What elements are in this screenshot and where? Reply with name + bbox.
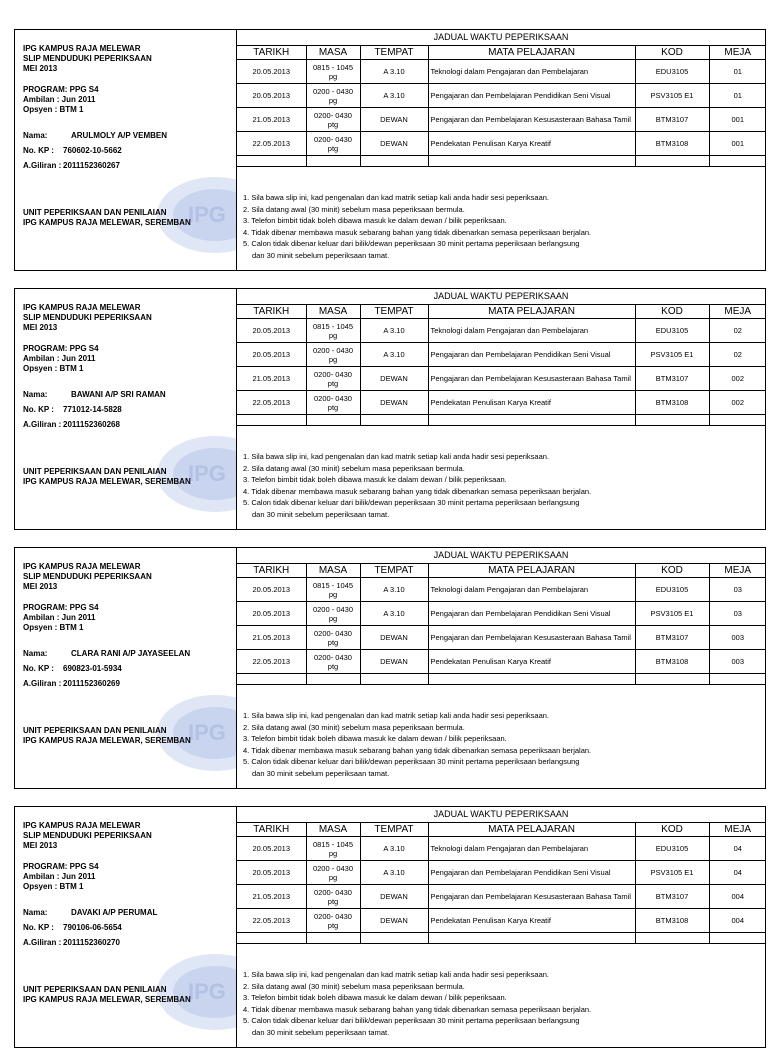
schedule-panel (237, 289, 765, 529)
exam-unit-address: IPG KAMPUS RAJA MELEWAR, SEREMBAN (23, 736, 191, 745)
empty-row (237, 415, 766, 426)
header-tempat: TEMPAT (360, 563, 428, 578)
svg-text:IPG: IPG (188, 720, 226, 745)
exam-table-number: 001 (709, 108, 766, 132)
exam-code: EDU3105 (635, 60, 709, 84)
exam-table-number: 004 (709, 909, 766, 933)
exam-table-number: 02 (709, 343, 766, 367)
exam-time: 0815 - 1045 pg (306, 60, 360, 84)
header-tarikh: TARIKH (237, 822, 306, 837)
rule-item: 2. Sila datang awal (30 minit) sebelum masa peperiksaan bermula. (243, 204, 465, 214)
empty-row (237, 156, 766, 167)
exam-subject: Pendekatan Penulisan Karya Kreatif (428, 909, 635, 933)
exam-slip (14, 288, 766, 530)
exam-code: EDU3105 (635, 837, 709, 861)
table-row (237, 391, 766, 415)
ambilan-label: Ambilan : Jun 2011 (23, 95, 96, 104)
table-row (237, 132, 766, 156)
exam-subject: Pengajaran dan Pembelajaran Kesusasteraan Bahasa Tamil (428, 885, 635, 909)
opsyen-label: Opsyen : BTM 1 (23, 623, 84, 632)
exam-code: BTM3108 (635, 391, 709, 415)
rule-item: 5. Calon tidak dibenar keluar dari bilik/dewan peperiksaan 30 minit pertama peperiksaan berlangsung (243, 498, 580, 507)
exam-date: 20.05.2013 (237, 343, 306, 367)
empty-cell (709, 674, 766, 685)
rule-item: 3. Telefon bimbit tidak boleh dibawa masuk ke dalam dewan / bilik peperiksaan. (243, 475, 507, 484)
exam-time: 0200- 0430 ptg (306, 391, 360, 415)
slip-title: SLIP MENDUDUKI PEPERIKSAAN (23, 831, 152, 840)
empty-cell (635, 156, 709, 167)
exam-table-number: 01 (709, 60, 766, 84)
table-row (237, 578, 766, 602)
rule-item-continued: dan 30 minit sebelum peperiksaan tamat. (252, 768, 390, 778)
empty-cell (237, 156, 306, 167)
rule-item: 4. Tidak dibenar membawa masuk sebarang bahan yang tidak dibenarkan semasa peperiksaan berjalan. (243, 1004, 592, 1014)
empty-cell (635, 674, 709, 685)
exam-time: 0200- 0430 ptg (306, 650, 360, 674)
exam-unit-address: IPG KAMPUS RAJA MELEWAR, SEREMBAN (23, 218, 191, 227)
schedule-panel (237, 30, 765, 270)
exam-code: BTM3108 (635, 132, 709, 156)
exam-code: PSV3105 E1 (635, 84, 709, 108)
empty-cell (709, 933, 766, 944)
exam-unit-address: IPG KAMPUS RAJA MELEWAR, SEREMBAN (23, 477, 191, 486)
exam-venue: A 3.10 (360, 60, 428, 84)
exam-date: 20.05.2013 (237, 837, 306, 861)
exam-time: 0200 - 0430 pg (306, 861, 360, 885)
exam-slip (14, 547, 766, 789)
program-label: PROGRAM: PPG S4 (23, 344, 99, 353)
exam-time: 0200- 0430 ptg (306, 909, 360, 933)
nama-label: Nama: (23, 390, 48, 399)
exam-date: 20.05.2013 (237, 60, 306, 84)
exam-table-number: 03 (709, 602, 766, 626)
exam-table-number: 002 (709, 367, 766, 391)
schedule-header-row (237, 822, 766, 837)
exam-date: 20.05.2013 (237, 602, 306, 626)
rule-item: 1. Sila bawa slip ini, kad pengenalan dan kad matrik setiap kali anda hadir sesi peperiksaan. (243, 452, 550, 461)
schedule-header-row (237, 563, 766, 578)
exam-rules (243, 192, 761, 261)
empty-cell (709, 156, 766, 167)
exam-venue: DEWAN (360, 108, 428, 132)
header-masa: MASA (306, 822, 360, 837)
header-meja: MEJA (709, 563, 766, 578)
exam-time: 0200 - 0430 pg (306, 602, 360, 626)
candidate-agiliran: 2011152360269 (63, 679, 120, 688)
header-meja: MEJA (709, 304, 766, 319)
exam-table-number: 04 (709, 837, 766, 861)
empty-cell (360, 156, 428, 167)
header-tarikh: TARIKH (237, 45, 306, 60)
empty-cell (635, 933, 709, 944)
exam-code: BTM3108 (635, 909, 709, 933)
empty-cell (360, 415, 428, 426)
exam-venue: DEWAN (360, 391, 428, 415)
rule-item: 4. Tidak dibenar membawa masuk sebarang bahan yang tidak dibenarkan semasa peperiksaan berjalan. (243, 745, 592, 755)
exam-session: MEI 2013 (23, 582, 58, 591)
exam-venue: DEWAN (360, 885, 428, 909)
program-label: PROGRAM: PPG S4 (23, 85, 99, 94)
table-row (237, 84, 766, 108)
header-kod: KOD (635, 45, 709, 60)
ambilan-label: Ambilan : Jun 2011 (23, 872, 96, 881)
svg-text:IPG: IPG (188, 979, 226, 1004)
empty-cell (306, 156, 360, 167)
exam-table-number: 001 (709, 132, 766, 156)
exam-session: MEI 2013 (23, 64, 58, 73)
nokp-label: No. KP : (23, 405, 54, 414)
exam-rules (243, 969, 761, 1038)
exam-slip (14, 29, 766, 271)
exam-subject: Pengajaran dan Pembelajaran Pendidikan Seni Visual (428, 602, 635, 626)
program-label: PROGRAM: PPG S4 (23, 862, 99, 871)
header-tarikh: TARIKH (237, 563, 306, 578)
exam-time: 0200- 0430 ptg (306, 885, 360, 909)
empty-cell (306, 933, 360, 944)
empty-cell (237, 933, 306, 944)
exam-table-number: 004 (709, 885, 766, 909)
exam-time: 0815 - 1045 pg (306, 837, 360, 861)
exam-code: BTM3107 (635, 626, 709, 650)
rule-item: 3. Telefon bimbit tidak boleh dibawa masuk ke dalam dewan / bilik peperiksaan. (243, 216, 507, 225)
slip-title: SLIP MENDUDUKI PEPERIKSAAN (23, 313, 152, 322)
exam-time: 0815 - 1045 pg (306, 319, 360, 343)
schedule-table (237, 304, 766, 426)
exam-code: PSV3105 E1 (635, 343, 709, 367)
candidate-info-panel (15, 548, 237, 788)
exam-code: BTM3107 (635, 885, 709, 909)
rule-item: 4. Tidak dibenar membawa masuk sebarang bahan yang tidak dibenarkan semasa peperiksaan berjalan. (243, 227, 592, 237)
header-kod: KOD (635, 304, 709, 319)
schedule-table (237, 563, 766, 685)
opsyen-label: Opsyen : BTM 1 (23, 882, 84, 891)
exam-table-number: 003 (709, 650, 766, 674)
exam-time: 0200- 0430 ptg (306, 626, 360, 650)
rule-item: 5. Calon tidak dibenar keluar dari bilik/dewan peperiksaan 30 minit pertama peperiksaan berlangsung (243, 239, 580, 248)
schedule-table (237, 822, 766, 944)
exam-subject: Teknologi dalam Pengajaran dan Pembelajaran (428, 60, 635, 84)
exam-time: 0815 - 1045 pg (306, 578, 360, 602)
schedule-title: JADUAL WAKTU PEPERIKSAAN (237, 548, 765, 564)
table-row (237, 861, 766, 885)
exam-venue: DEWAN (360, 650, 428, 674)
exam-unit-name: UNIT PEPERIKSAAN DAN PENILAIAN (23, 208, 167, 217)
opsyen-label: Opsyen : BTM 1 (23, 105, 84, 114)
schedule-header-row (237, 304, 766, 319)
rule-item: 1. Sila bawa slip ini, kad pengenalan dan kad matrik setiap kali anda hadir sesi peperiksaan. (243, 970, 550, 979)
exam-date: 21.05.2013 (237, 108, 306, 132)
exam-table-number: 03 (709, 578, 766, 602)
exam-subject: Pendekatan Penulisan Karya Kreatif (428, 132, 635, 156)
candidate-agiliran: 2011152360270 (63, 938, 120, 947)
exam-subject: Teknologi dalam Pengajaran dan Pembelajaran (428, 578, 635, 602)
header-masa: MASA (306, 45, 360, 60)
rule-item: 2. Sila datang awal (30 minit) sebelum masa peperiksaan bermula. (243, 981, 465, 991)
header-mata-pelajaran: MATA PELAJARAN (428, 822, 635, 837)
rule-item-continued: dan 30 minit sebelum peperiksaan tamat. (252, 250, 390, 260)
exam-code: EDU3105 (635, 319, 709, 343)
exam-date: 22.05.2013 (237, 650, 306, 674)
exam-table-number: 01 (709, 84, 766, 108)
exam-subject: Pengajaran dan Pembelajaran Pendidikan Seni Visual (428, 343, 635, 367)
empty-cell (428, 156, 635, 167)
exam-table-number: 002 (709, 391, 766, 415)
schedule-table (237, 45, 766, 167)
header-mata-pelajaran: MATA PELAJARAN (428, 304, 635, 319)
exam-unit-name: UNIT PEPERIKSAAN DAN PENILAIAN (23, 467, 167, 476)
candidate-name: BAWANI A/P SRI RAMAN (71, 390, 166, 399)
table-row (237, 837, 766, 861)
candidate-name: CLARA RANI A/P JAYASEELAN (71, 649, 191, 658)
schedule-title: JADUAL WAKTU PEPERIKSAAN (237, 807, 765, 823)
empty-cell (360, 933, 428, 944)
header-mata-pelajaran: MATA PELAJARAN (428, 563, 635, 578)
empty-cell (428, 674, 635, 685)
nokp-label: No. KP : (23, 664, 54, 673)
schedule-header-row (237, 45, 766, 60)
exam-date: 20.05.2013 (237, 578, 306, 602)
empty-cell (360, 674, 428, 685)
institution-name: IPG KAMPUS RAJA MELEWAR (23, 303, 141, 312)
table-row (237, 885, 766, 909)
exam-code: BTM3108 (635, 650, 709, 674)
rule-item-continued: dan 30 minit sebelum peperiksaan tamat. (252, 509, 390, 519)
exam-unit-name: UNIT PEPERIKSAAN DAN PENILAIAN (23, 985, 167, 994)
header-meja: MEJA (709, 822, 766, 837)
exam-subject: Pengajaran dan Pembelajaran Kesusasteraan Bahasa Tamil (428, 108, 635, 132)
candidate-info-panel (15, 807, 237, 1047)
exam-date: 22.05.2013 (237, 391, 306, 415)
table-row (237, 909, 766, 933)
exam-venue: A 3.10 (360, 319, 428, 343)
header-meja: MEJA (709, 45, 766, 60)
nokp-label: No. KP : (23, 146, 54, 155)
rule-item: 1. Sila bawa slip ini, kad pengenalan dan kad matrik setiap kali anda hadir sesi peperiksaan. (243, 711, 550, 720)
agiliran-label: A.Giliran : (23, 938, 62, 947)
rule-item: 2. Sila datang awal (30 minit) sebelum masa peperiksaan bermula. (243, 722, 465, 732)
empty-row (237, 933, 766, 944)
schedule-panel (237, 548, 765, 788)
schedule-title: JADUAL WAKTU PEPERIKSAAN (237, 289, 765, 305)
exam-table-number: 02 (709, 319, 766, 343)
header-tarikh: TARIKH (237, 304, 306, 319)
empty-cell (306, 415, 360, 426)
rule-item: 3. Telefon bimbit tidak boleh dibawa masuk ke dalam dewan / bilik peperiksaan. (243, 993, 507, 1002)
nokp-label: No. KP : (23, 923, 54, 932)
rule-item: 5. Calon tidak dibenar keluar dari bilik/dewan peperiksaan 30 minit pertama peperiksaan berlangsung (243, 1016, 580, 1025)
candidate-name: ARULMOLY A/P VEMBEN (71, 131, 168, 140)
exam-subject: Pendekatan Penulisan Karya Kreatif (428, 650, 635, 674)
header-tempat: TEMPAT (360, 304, 428, 319)
rule-item-continued: dan 30 minit sebelum peperiksaan tamat. (252, 1027, 390, 1037)
exam-venue: A 3.10 (360, 343, 428, 367)
rule-item: 4. Tidak dibenar membawa masuk sebarang bahan yang tidak dibenarkan semasa peperiksaan berjalan. (243, 486, 592, 496)
exam-time: 0200- 0430 ptg (306, 108, 360, 132)
empty-cell (306, 674, 360, 685)
empty-cell (635, 415, 709, 426)
table-row (237, 319, 766, 343)
table-row (237, 602, 766, 626)
rule-item: 2. Sila datang awal (30 minit) sebelum masa peperiksaan bermula. (243, 463, 465, 473)
header-masa: MASA (306, 563, 360, 578)
exam-date: 20.05.2013 (237, 861, 306, 885)
exam-subject: Pengajaran dan Pembelajaran Kesusasteraan Bahasa Tamil (428, 367, 635, 391)
ambilan-label: Ambilan : Jun 2011 (23, 613, 96, 622)
exam-date: 20.05.2013 (237, 84, 306, 108)
svg-text:IPG: IPG (188, 461, 226, 486)
agiliran-label: A.Giliran : (23, 420, 62, 429)
empty-row (237, 674, 766, 685)
header-mata-pelajaran: MATA PELAJARAN (428, 45, 635, 60)
nama-label: Nama: (23, 131, 48, 140)
exam-code: BTM3107 (635, 367, 709, 391)
exam-session: MEI 2013 (23, 323, 58, 332)
exam-time: 0200- 0430 ptg (306, 132, 360, 156)
exam-venue: DEWAN (360, 626, 428, 650)
ambilan-label: Ambilan : Jun 2011 (23, 354, 96, 363)
exam-time: 0200- 0430 ptg (306, 367, 360, 391)
table-row (237, 108, 766, 132)
exam-code: BTM3107 (635, 108, 709, 132)
exam-date: 20.05.2013 (237, 319, 306, 343)
table-row (237, 367, 766, 391)
empty-cell (237, 674, 306, 685)
svg-text:IPG: IPG (188, 202, 226, 227)
exam-table-number: 003 (709, 626, 766, 650)
exam-code: PSV3105 E1 (635, 602, 709, 626)
program-label: PROGRAM: PPG S4 (23, 603, 99, 612)
opsyen-label: Opsyen : BTM 1 (23, 364, 84, 373)
candidate-nokp: 690823-01-5934 (63, 664, 122, 673)
exam-table-number: 04 (709, 861, 766, 885)
schedule-title: JADUAL WAKTU PEPERIKSAAN (237, 30, 765, 46)
institution-name: IPG KAMPUS RAJA MELEWAR (23, 44, 141, 53)
exam-subject: Pengajaran dan Pembelajaran Pendidikan Seni Visual (428, 84, 635, 108)
header-masa: MASA (306, 304, 360, 319)
exam-venue: A 3.10 (360, 837, 428, 861)
exam-session: MEI 2013 (23, 841, 58, 850)
exam-rules (243, 710, 761, 779)
exam-date: 22.05.2013 (237, 909, 306, 933)
header-kod: KOD (635, 822, 709, 837)
slip-title: SLIP MENDUDUKI PEPERIKSAAN (23, 572, 152, 581)
candidate-agiliran: 2011152360267 (63, 161, 120, 170)
nama-label: Nama: (23, 908, 48, 917)
candidate-nokp: 760602-10-5662 (63, 146, 122, 155)
agiliran-label: A.Giliran : (23, 161, 62, 170)
candidate-agiliran: 2011152360268 (63, 420, 120, 429)
exam-code: PSV3105 E1 (635, 861, 709, 885)
exam-venue: A 3.10 (360, 602, 428, 626)
exam-venue: DEWAN (360, 367, 428, 391)
empty-cell (428, 415, 635, 426)
institution-name: IPG KAMPUS RAJA MELEWAR (23, 562, 141, 571)
agiliran-label: A.Giliran : (23, 679, 62, 688)
rule-item: 1. Sila bawa slip ini, kad pengenalan dan kad matrik setiap kali anda hadir sesi peperiksaan. (243, 193, 550, 202)
table-row (237, 343, 766, 367)
rule-item: 3. Telefon bimbit tidak boleh dibawa masuk ke dalam dewan / bilik peperiksaan. (243, 734, 507, 743)
exam-subject: Pengajaran dan Pembelajaran Kesusasteraan Bahasa Tamil (428, 626, 635, 650)
exam-subject: Teknologi dalam Pengajaran dan Pembelajaran (428, 837, 635, 861)
table-row (237, 60, 766, 84)
table-row (237, 650, 766, 674)
candidate-nokp: 790106-06-5654 (63, 923, 122, 932)
exam-subject: Teknologi dalam Pengajaran dan Pembelajaran (428, 319, 635, 343)
exam-venue: DEWAN (360, 909, 428, 933)
exam-date: 21.05.2013 (237, 626, 306, 650)
empty-cell (428, 933, 635, 944)
header-kod: KOD (635, 563, 709, 578)
exam-date: 21.05.2013 (237, 367, 306, 391)
candidate-info-panel (15, 30, 237, 270)
exam-time: 0200 - 0430 pg (306, 343, 360, 367)
slip-title: SLIP MENDUDUKI PEPERIKSAAN (23, 54, 152, 63)
exam-time: 0200 - 0430 pg (306, 84, 360, 108)
candidate-info-panel (15, 289, 237, 529)
exam-rules (243, 451, 761, 520)
nama-label: Nama: (23, 649, 48, 658)
exam-date: 22.05.2013 (237, 132, 306, 156)
empty-cell (709, 415, 766, 426)
exam-slip (14, 806, 766, 1048)
exam-unit-name: UNIT PEPERIKSAAN DAN PENILAIAN (23, 726, 167, 735)
exam-venue: DEWAN (360, 132, 428, 156)
rule-item: 5. Calon tidak dibenar keluar dari bilik/dewan peperiksaan 30 minit pertama peperiksaan berlangsung (243, 757, 580, 766)
schedule-panel (237, 807, 765, 1047)
exam-date: 21.05.2013 (237, 885, 306, 909)
exam-venue: A 3.10 (360, 861, 428, 885)
exam-venue: A 3.10 (360, 578, 428, 602)
exam-unit-address: IPG KAMPUS RAJA MELEWAR, SEREMBAN (23, 995, 191, 1004)
empty-cell (237, 415, 306, 426)
table-row (237, 626, 766, 650)
exam-code: EDU3105 (635, 578, 709, 602)
exam-venue: A 3.10 (360, 84, 428, 108)
header-tempat: TEMPAT (360, 45, 428, 60)
exam-subject: Pengajaran dan Pembelajaran Pendidikan Seni Visual (428, 861, 635, 885)
candidate-name: DAVAKI A/P PERUMAL (71, 908, 158, 917)
exam-subject: Pendekatan Penulisan Karya Kreatif (428, 391, 635, 415)
header-tempat: TEMPAT (360, 822, 428, 837)
candidate-nokp: 771012-14-5828 (63, 405, 122, 414)
institution-name: IPG KAMPUS RAJA MELEWAR (23, 821, 141, 830)
